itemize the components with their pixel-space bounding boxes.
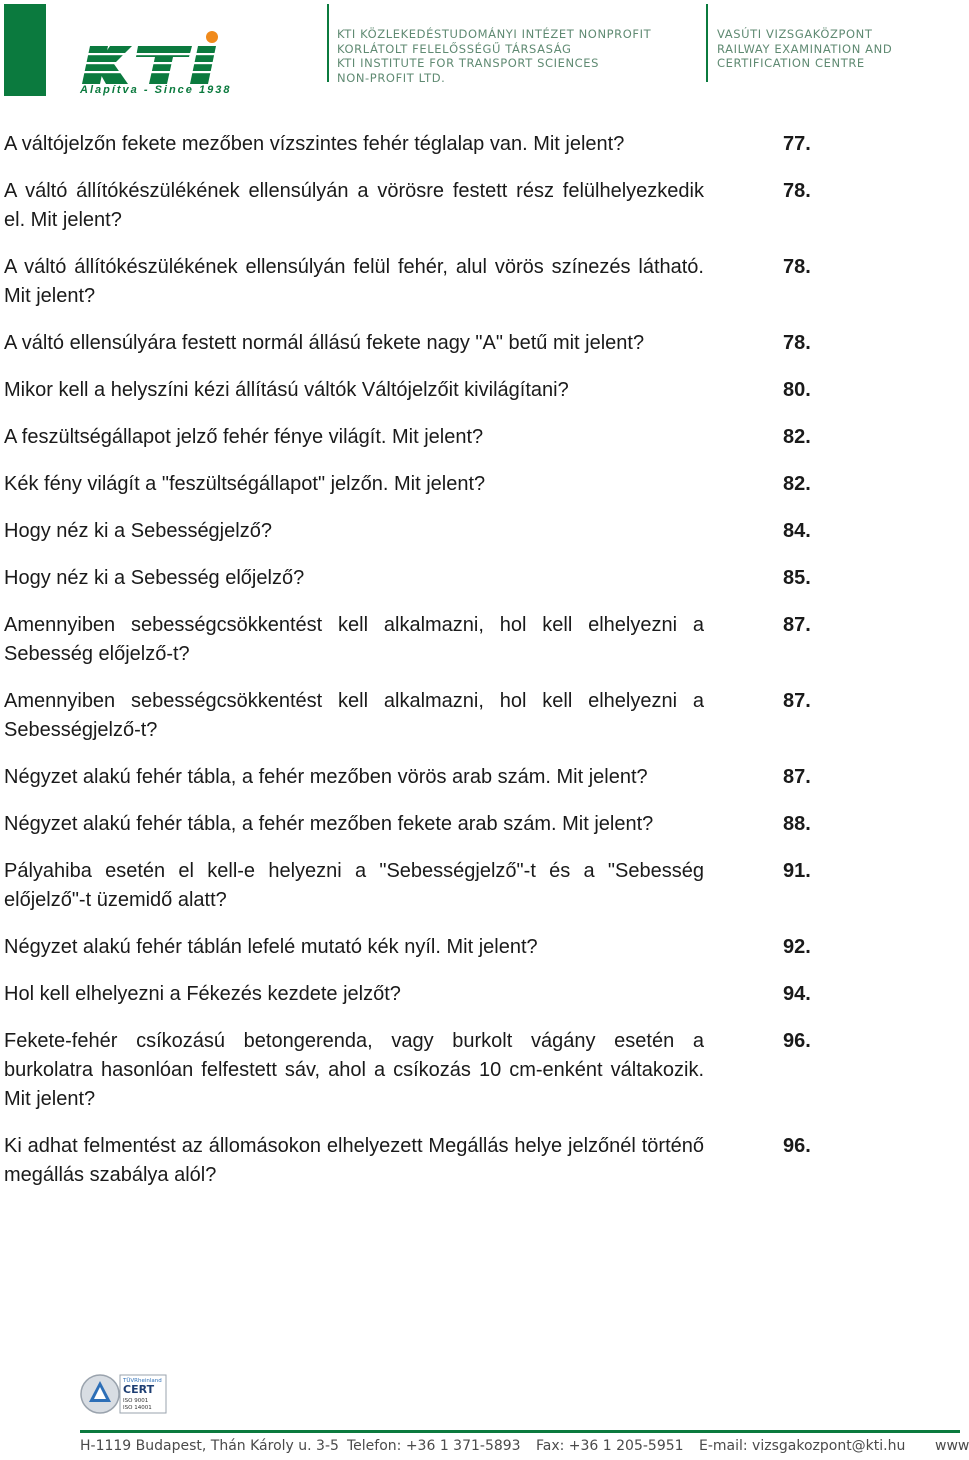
question-text: A feszültségállapot jelző fehér fénye világít. Mit jelent? (4, 426, 484, 448)
question-text: Négyzet alakú fehér tábla, a fehér mezőben vörös arab szám. Mit jelent? (4, 766, 648, 788)
institute-line: KORLÁTOLT FELELŐSSÉGŰ TÁRSASÁG (337, 41, 572, 56)
page-number: 87. (783, 614, 811, 636)
question-row (4, 1132, 824, 1190)
logo-tagline: Alapítva - Since 1938 (80, 84, 232, 96)
page-number: 87. (783, 690, 811, 712)
institute-line: KTI KÖZLEKEDÉSTUDOMÁNYI INTÉZET NONPROFIT (337, 27, 652, 41)
footer-phone: Telefon: +36 1 371-5893 (347, 1438, 521, 1454)
question-text: Hol kell elhelyezni a Fékezés kezdete jelzőt? (4, 983, 401, 1005)
page-number: 96. (783, 1030, 811, 1052)
question-text: A váltójelzőn fekete mezőben vízszintes fehér téglalap van. Mit jelent? (4, 133, 625, 155)
question-row (4, 177, 824, 235)
logo-color-bar (4, 4, 46, 96)
question-text: Fekete-fehér csíkozású betongerenda, vagy burkolt vágány esetén a burkolatra hasonlóan felfestett sáv, ahol a csíkozás 10 cm-enként váltakozik. Mit jelent? (4, 1030, 704, 1110)
tuv-cert-badge (80, 1372, 168, 1416)
page-number: 91. (783, 860, 811, 882)
page-number: 78. (783, 256, 811, 278)
question-text: A váltó ellensúlyára festett normál állású fekete nagy "A" betű mit jelent? (4, 332, 645, 354)
cert-iso-9001: ISO 9001 (123, 1398, 149, 1404)
question-row (4, 329, 824, 358)
question-row (4, 611, 824, 669)
question-list (4, 130, 824, 1208)
centre-line: RAILWAY EXAMINATION AND (717, 41, 893, 56)
question-text: Négyzet alakú fehér tábla, a fehér mezőben fekete arab szám. Mit jelent? (4, 813, 654, 835)
page-number: 82. (783, 473, 811, 495)
footer-web[interactable]: www (935, 1438, 969, 1454)
question-row (4, 376, 824, 405)
question-row (4, 980, 824, 1009)
footer-divider (80, 1430, 960, 1433)
question-row (4, 810, 824, 839)
cert-iso-14001: ISO 14001 (123, 1405, 152, 1411)
kti-logo (80, 30, 225, 88)
question-row (4, 687, 824, 745)
page-number: 78. (783, 332, 811, 354)
question-text: Négyzet alakú fehér táblán lefelé mutató kék nyíl. Mit jelent? (4, 936, 538, 958)
header-divider (706, 4, 708, 82)
footer-address: H-1119 Budapest, Thán Károly u. 3-5 (80, 1438, 339, 1454)
page-number: 84. (783, 520, 811, 542)
cert-label: CERT (123, 1383, 155, 1396)
page-number: 85. (783, 567, 811, 589)
question-row (4, 423, 824, 452)
question-text: Kék fény világít a "feszültségállapot" jelzőn. Mit jelent? (4, 473, 486, 495)
page-number: 82. (783, 426, 811, 448)
page-number: 80. (783, 379, 811, 401)
cert-brand: TÜVRheinland (123, 1378, 162, 1384)
question-row (4, 857, 824, 915)
centre-line: CERTIFICATION CENTRE (717, 56, 865, 70)
question-row (4, 253, 824, 311)
page-number: 88. (783, 813, 811, 835)
question-text: Amennyiben sebességcsökkentést kell alkalmazni, hol kell elhelyezni a Sebesség előjelző-t? (4, 614, 704, 665)
question-row (4, 1027, 824, 1114)
question-text: Amennyiben sebességcsökkentést kell alkalmazni, hol kell elhelyezni a Sebességjelző-t? (4, 690, 704, 741)
question-row (4, 130, 824, 159)
page-header (0, 0, 960, 100)
footer-fax: Fax: +36 1 205-5951 (536, 1438, 684, 1454)
page-number: 94. (783, 983, 811, 1005)
question-text: Mikor kell a helyszíni kézi állítású váltók Váltójelzőit kivilágítani? (4, 379, 569, 401)
page-number: 87. (783, 766, 811, 788)
page-number: 78. (783, 180, 811, 202)
question-row (4, 564, 824, 593)
page-number: 96. (783, 1135, 811, 1157)
question-row (4, 933, 824, 962)
header-divider (327, 4, 329, 82)
centre-line: VASÚTI VIZSGAKÖZPONT (717, 27, 873, 41)
page-number: 92. (783, 936, 811, 958)
question-text: A váltó állítókészülékének ellensúlyán felül fehér, alul vörös színezés látható. Mit jelent? (4, 256, 704, 307)
question-text: A váltó állítókészülékének ellensúlyán a vörösre festett rész felülhelyezkedik el. Mit jelent? (4, 180, 704, 231)
question-text: Pályahiba esetén el kell-e helyezni a "Sebességjelző"-t és a "Sebesség előjelző"-t üzemidő alatt? (4, 860, 704, 911)
institute-name (337, 27, 651, 85)
question-row (4, 470, 824, 499)
centre-name (717, 27, 892, 71)
question-row (4, 763, 824, 792)
page-number: 77. (783, 133, 811, 155)
question-row (4, 517, 824, 546)
question-text: Hogy néz ki a Sebesség előjelző? (4, 567, 305, 589)
institute-line: NON-PROFIT LTD. (337, 70, 446, 85)
footer-email[interactable]: E-mail: vizsgakozpont@kti.hu (699, 1438, 906, 1454)
institute-line: KTI INSTITUTE FOR TRANSPORT SCIENCES (337, 56, 600, 70)
question-text: Ki adhat felmentést az állomásokon elhelyezett Megállás helye jelzőnél történő megállás szabálya alól? (4, 1135, 704, 1186)
question-text: Hogy néz ki a Sebességjelző? (4, 520, 272, 542)
